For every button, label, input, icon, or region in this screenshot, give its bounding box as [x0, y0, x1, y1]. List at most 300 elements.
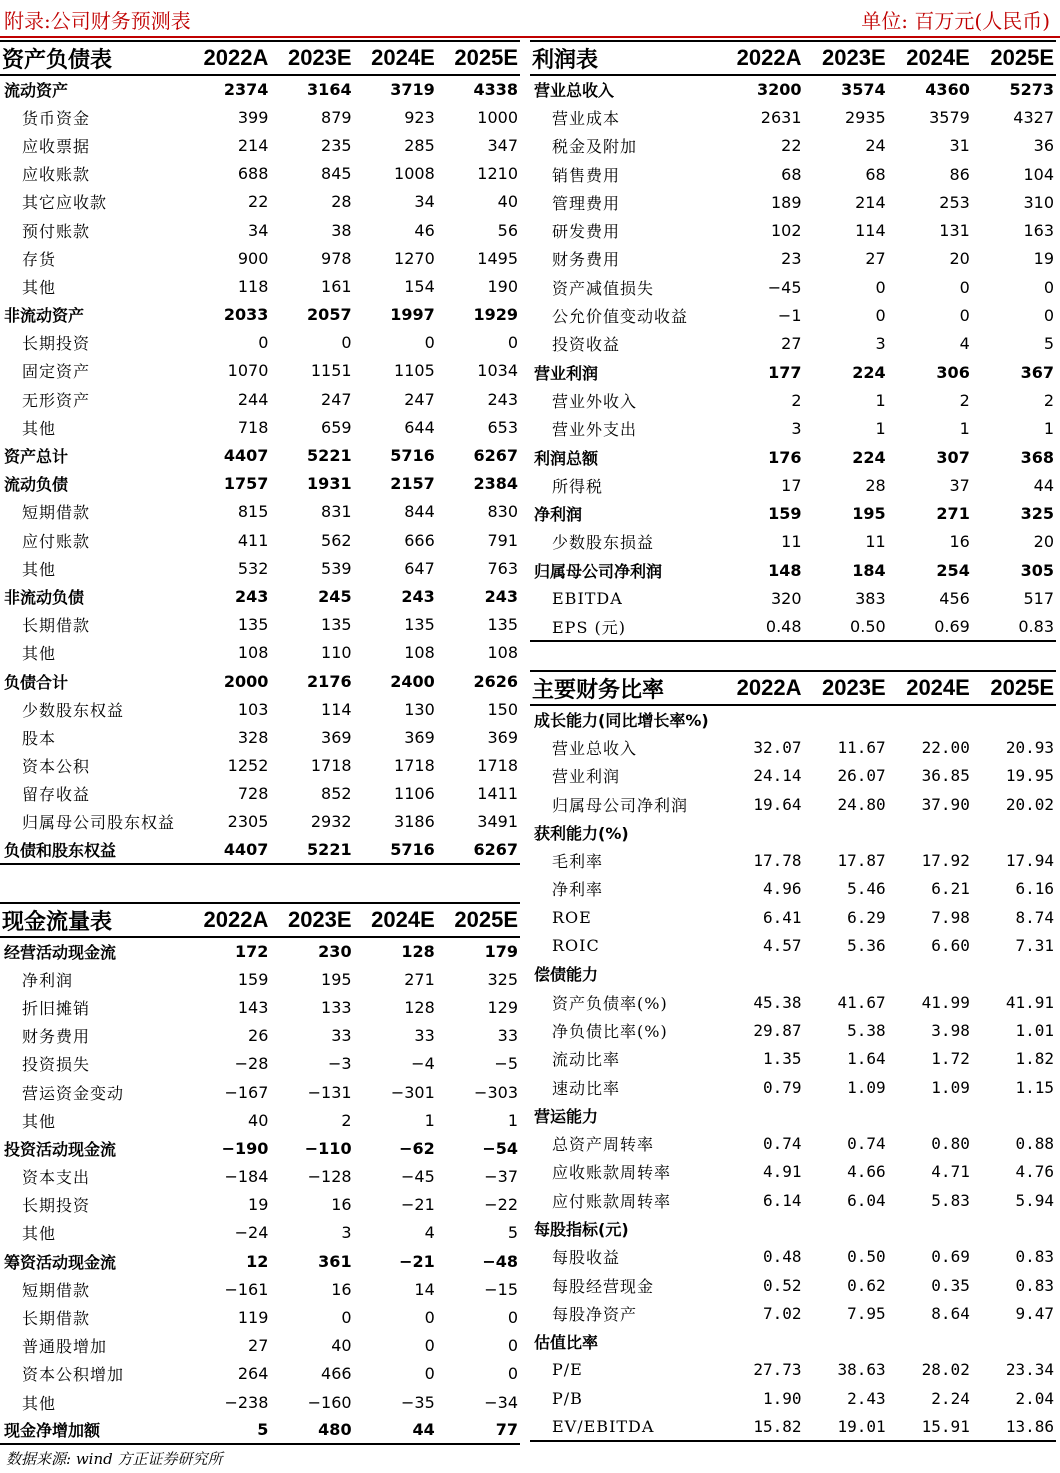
value-cell: 0.52 — [762, 1275, 802, 1295]
value-cell: 305 — [1020, 560, 1054, 580]
row-label: 总资产周转率 — [552, 1135, 655, 1155]
value-cell: 466 — [321, 1364, 352, 1384]
table-row — [530, 1384, 1056, 1412]
row-label: 资本公积 — [22, 757, 91, 777]
value-cell: 1.35 — [762, 1049, 802, 1069]
table-row — [530, 132, 1056, 160]
value-cell: 5.83 — [931, 1190, 970, 1210]
value-cell — [972, 705, 1056, 733]
row-label: 资产总计 — [4, 447, 69, 467]
cash-flow-panel — [0, 902, 520, 1445]
value-cell: 3579 — [929, 107, 970, 127]
table-header-row — [530, 41, 1056, 75]
value-cell: 325 — [1020, 504, 1054, 524]
value-cell: 243 — [401, 586, 435, 606]
value-cell: 0 — [1043, 306, 1054, 326]
value-cell: −22 — [484, 1195, 518, 1215]
table-row — [530, 160, 1056, 188]
value-cell: 16 — [331, 1195, 352, 1215]
row-label: 成长能力(同比增长率%) — [534, 711, 709, 731]
value-cell: 17 — [781, 475, 802, 495]
appendix-title: 附录:公司财务预测表 — [4, 9, 191, 33]
value-cell: 20 — [949, 249, 970, 269]
row-label: 折旧摊销 — [22, 998, 91, 1018]
value-cell: 666 — [404, 530, 435, 550]
value-cell: −167 — [224, 1082, 269, 1102]
value-cell: 2935 — [844, 107, 886, 127]
table-row — [0, 131, 520, 159]
value-cell: 17.94 — [1005, 851, 1054, 871]
value-cell — [719, 1214, 803, 1242]
value-cell: 1.09 — [847, 1077, 886, 1097]
value-cell: 235 — [321, 135, 352, 155]
value-cell: 40 — [248, 1110, 269, 1130]
value-cell: 831 — [321, 502, 352, 522]
value-cell: 2374 — [223, 80, 269, 100]
value-cell: 0.88 — [1015, 1134, 1054, 1154]
table-row — [530, 415, 1056, 443]
value-cell: 1151 — [310, 361, 352, 381]
value-cell — [888, 960, 972, 988]
value-cell: 119 — [237, 1308, 269, 1328]
table-row — [0, 1303, 520, 1331]
value-cell: 6.14 — [762, 1190, 802, 1210]
value-cell: 45.38 — [753, 992, 802, 1012]
value-cell: 135 — [237, 615, 269, 635]
value-cell: −1 — [777, 306, 802, 326]
value-cell: 36.85 — [921, 766, 970, 786]
table-row — [0, 385, 520, 413]
value-cell: 2033 — [223, 305, 269, 325]
value-cell: 264 — [237, 1364, 269, 1384]
table-row — [0, 1191, 520, 1219]
value-cell — [719, 705, 803, 733]
value-cell: −21 — [401, 1195, 435, 1215]
value-cell: 8.64 — [931, 1303, 970, 1323]
value-cell: 830 — [487, 502, 518, 522]
row-label: 营业外收入 — [552, 391, 638, 411]
row-label: 其他 — [22, 277, 57, 297]
value-cell: 310 — [1023, 192, 1054, 212]
value-cell: 1 — [959, 419, 970, 439]
value-cell: 1 — [1043, 419, 1054, 439]
row-label: 资本支出 — [22, 1168, 91, 1188]
row-label: 每股指标(元) — [534, 1219, 629, 1239]
table-row — [0, 808, 520, 836]
value-cell: 728 — [237, 784, 269, 804]
value-cell: 5 — [187, 1416, 270, 1444]
value-cell: 243 — [234, 586, 269, 606]
value-cell: 5.38 — [847, 1020, 886, 1040]
value-cell: 2.04 — [1015, 1388, 1054, 1408]
value-cell: 243 — [487, 389, 518, 409]
value-cell: 2057 — [307, 305, 352, 325]
table-row — [530, 330, 1056, 358]
value-cell: 0.48 — [762, 1247, 802, 1267]
row-label: 速动比率 — [552, 1078, 621, 1098]
value-cell: 131 — [939, 221, 970, 241]
value-cell: 539 — [321, 558, 352, 578]
row-label: 负债和股东权益 — [0, 836, 187, 864]
table-title: 现金流量表 — [0, 903, 187, 937]
year-header: 2022A — [187, 903, 270, 937]
value-cell: 36 — [1033, 136, 1054, 156]
value-cell: 46 — [414, 220, 435, 240]
row-label: 净利率 — [552, 880, 604, 900]
value-cell: 480 — [270, 1416, 353, 1444]
value-cell: 135 — [487, 615, 518, 635]
row-label: 偿债能力 — [534, 965, 599, 985]
value-cell: 14 — [414, 1279, 435, 1299]
value-cell: 243 — [484, 586, 518, 606]
value-cell: −184 — [224, 1167, 269, 1187]
value-cell: 214 — [237, 135, 269, 155]
value-cell: −62 — [399, 1138, 435, 1158]
value-cell: 815 — [237, 502, 269, 522]
row-label: 非流动资产 — [4, 306, 85, 326]
table-row — [530, 75, 1056, 103]
value-cell: 2 — [959, 390, 970, 410]
row-label: 归属母公司净利润 — [552, 795, 689, 815]
table-row — [530, 1186, 1056, 1214]
value-cell: −28 — [234, 1054, 269, 1074]
value-cell: 34 — [414, 192, 435, 212]
value-cell: 33 — [414, 1026, 435, 1046]
row-label: 其他 — [22, 418, 57, 438]
value-cell: 41.99 — [921, 992, 970, 1012]
value-cell: 245 — [318, 586, 352, 606]
value-cell: 1.64 — [847, 1049, 886, 1069]
value-cell: 2157 — [390, 474, 435, 494]
value-cell: 38 — [331, 220, 352, 240]
value-cell: 133 — [321, 997, 352, 1017]
value-cell: 1 — [507, 1110, 518, 1130]
value-cell: 28 — [331, 192, 352, 212]
value-cell: 517 — [1023, 588, 1054, 608]
row-label: 营业利润 — [552, 767, 621, 787]
row-label: 现金净增加额 — [0, 1416, 187, 1444]
value-cell: 1718 — [310, 756, 352, 776]
value-cell: 7.98 — [931, 907, 970, 927]
table-row — [0, 1078, 520, 1106]
value-cell: 1008 — [394, 164, 435, 184]
table-row — [0, 1163, 520, 1191]
table-title: 利润表 — [530, 41, 719, 75]
value-cell: 254 — [936, 560, 970, 580]
value-cell: 3 — [341, 1223, 352, 1243]
value-cell: 26.07 — [837, 766, 886, 786]
value-cell: 2 — [341, 1110, 352, 1130]
row-label: 应付账款周转率 — [552, 1191, 672, 1211]
value-cell: 763 — [487, 558, 518, 578]
value-cell: 4360 — [925, 80, 970, 100]
table-row — [0, 301, 520, 329]
table-row — [530, 443, 1056, 471]
table-row — [0, 1360, 520, 1388]
value-cell: 0 — [341, 333, 352, 353]
value-cell: 108 — [237, 643, 269, 663]
row-label: 毛利率 — [552, 852, 604, 872]
table-row — [530, 1299, 1056, 1327]
value-cell: 978 — [321, 248, 352, 268]
value-cell: 24 — [865, 136, 886, 156]
value-cell: 5273 — [1009, 80, 1054, 100]
value-cell: 1.15 — [1015, 1077, 1054, 1097]
table-row — [0, 526, 520, 554]
value-cell: 1.01 — [1015, 1020, 1054, 1040]
value-cell: −303 — [474, 1082, 518, 1102]
row-label: 少数股东权益 — [22, 700, 125, 720]
table-header-row — [0, 41, 520, 75]
row-label: 长期借款 — [22, 616, 91, 636]
value-cell: 4.57 — [762, 936, 802, 956]
row-label: 固定资产 — [22, 362, 91, 382]
value-cell: 0.69 — [888, 613, 972, 641]
row-label: 其他 — [22, 1393, 57, 1413]
value-cell: 6.16 — [1015, 879, 1054, 899]
row-label: 资本公积增加 — [22, 1365, 125, 1385]
table-row — [0, 1332, 520, 1360]
value-cell: 20.02 — [1005, 794, 1054, 814]
year-header: 2023E — [804, 671, 888, 705]
value-cell: 1 — [875, 419, 886, 439]
value-cell: 1.72 — [931, 1049, 970, 1069]
value-cell — [804, 818, 888, 846]
table-row — [0, 639, 520, 667]
value-cell: 28.02 — [921, 1360, 970, 1380]
value-cell: 40 — [331, 1336, 352, 1356]
value-cell — [804, 960, 888, 988]
value-cell: 647 — [404, 558, 435, 578]
value-cell: −160 — [307, 1392, 352, 1412]
value-cell: 0.50 — [804, 613, 888, 641]
table-row — [530, 762, 1056, 790]
value-cell: 24.14 — [753, 766, 802, 786]
value-cell: 1757 — [223, 474, 269, 494]
value-cell: 562 — [321, 530, 352, 550]
row-label: 营业成本 — [552, 108, 621, 128]
income-statement-panel — [530, 40, 1056, 642]
value-cell: 16 — [331, 1279, 352, 1299]
table-row — [530, 584, 1056, 612]
table-row — [530, 1214, 1056, 1242]
value-cell: 68 — [781, 164, 802, 184]
row-label: 净负债比率(%) — [552, 1021, 668, 1041]
row-label: 应收账款周转率 — [552, 1163, 672, 1183]
table-row — [0, 965, 520, 993]
value-cell — [888, 1214, 972, 1242]
value-cell: 172 — [234, 942, 269, 962]
year-header: 2023E — [270, 903, 353, 937]
value-cell: 4.91 — [762, 1162, 802, 1182]
value-cell: 104 — [1023, 164, 1054, 184]
row-label: 短期借款 — [22, 503, 91, 523]
value-cell: 347 — [487, 135, 518, 155]
value-cell: 163 — [1023, 221, 1054, 241]
value-cell: 0 — [341, 1308, 352, 1328]
row-label: 短期借款 — [22, 1280, 91, 1300]
value-cell: 195 — [321, 969, 352, 989]
table-header-row — [0, 903, 520, 937]
value-cell: 4 — [959, 334, 970, 354]
value-cell — [888, 1101, 972, 1129]
value-cell: 3 — [791, 419, 802, 439]
value-cell: −238 — [224, 1392, 269, 1412]
value-cell: 0 — [507, 333, 518, 353]
value-cell: 22 — [781, 136, 802, 156]
value-cell: 7.95 — [847, 1303, 886, 1323]
value-cell: 5716 — [390, 446, 435, 466]
table-row — [0, 1275, 520, 1303]
row-label: 归属母公司净利润 — [534, 561, 663, 581]
value-cell: 0 — [507, 1364, 518, 1384]
value-cell — [972, 1214, 1056, 1242]
row-label: 营业总收入 — [552, 738, 638, 758]
table-row — [0, 441, 520, 469]
value-cell: 325 — [487, 969, 518, 989]
table-row — [0, 216, 520, 244]
value-cell: 0.80 — [931, 1134, 970, 1154]
value-cell: 0.74 — [847, 1134, 886, 1154]
value-cell: 923 — [404, 107, 435, 127]
value-cell: 3200 — [756, 80, 802, 100]
value-cell — [719, 1328, 803, 1356]
value-cell — [972, 1101, 1056, 1129]
table-row — [530, 386, 1056, 414]
row-label: 其它应收款 — [22, 193, 108, 213]
value-cell: 44 — [354, 1416, 437, 1444]
table-row — [0, 272, 520, 300]
value-cell: 718 — [237, 417, 269, 437]
value-cell: 0 — [424, 1364, 435, 1384]
value-cell: 103 — [237, 699, 269, 719]
value-cell: −35 — [401, 1392, 435, 1412]
value-cell: 5221 — [270, 836, 353, 864]
value-cell: 86 — [949, 164, 970, 184]
value-cell: 1411 — [477, 784, 518, 804]
table-row — [0, 1134, 520, 1162]
row-label: 资产减值损失 — [552, 278, 655, 298]
value-cell: −54 — [482, 1138, 518, 1158]
row-label: 营业总收入 — [534, 81, 615, 101]
value-cell: 16 — [949, 532, 970, 552]
value-cell: 19 — [248, 1195, 269, 1215]
value-cell: 15.91 — [888, 1412, 972, 1440]
value-cell: 1.09 — [931, 1077, 970, 1097]
value-cell: 28 — [865, 475, 886, 495]
value-cell: 0.74 — [762, 1134, 802, 1154]
value-cell: 2932 — [310, 812, 352, 832]
value-cell: 41.91 — [1005, 992, 1054, 1012]
row-label: 留存收益 — [22, 785, 91, 805]
value-cell: 900 — [237, 248, 269, 268]
table-row — [0, 413, 520, 441]
report-header — [0, 0, 1060, 38]
value-cell — [804, 1328, 888, 1356]
year-header: 2022A — [187, 41, 270, 75]
value-cell: 0 — [507, 1336, 518, 1356]
cash-flow-table — [0, 902, 520, 1445]
value-cell: 6267 — [473, 446, 518, 466]
value-cell: −128 — [307, 1167, 352, 1187]
value-cell: 6.41 — [762, 907, 802, 927]
table-row — [530, 301, 1056, 329]
value-cell: 0 — [875, 306, 886, 326]
value-cell: 19.95 — [1005, 766, 1054, 786]
value-cell: 0 — [875, 277, 886, 297]
row-label: P/B — [552, 1388, 583, 1408]
balance-sheet-table — [0, 40, 520, 865]
row-label: 普通股增加 — [22, 1337, 108, 1357]
value-cell: 189 — [770, 192, 802, 212]
value-cell: 118 — [237, 276, 269, 296]
value-cell: 31 — [949, 136, 970, 156]
value-cell: 29.87 — [753, 1020, 802, 1040]
table-row — [530, 931, 1056, 959]
value-cell: 5716 — [354, 836, 437, 864]
table-row — [530, 818, 1056, 846]
value-cell: 135 — [404, 615, 435, 635]
value-cell: −24 — [234, 1223, 269, 1243]
value-cell: 0.79 — [762, 1077, 802, 1097]
value-cell: 0.50 — [847, 1247, 886, 1267]
table-row — [0, 723, 520, 751]
value-cell: 1997 — [390, 305, 435, 325]
value-cell: 26 — [248, 1026, 269, 1046]
table-row — [0, 611, 520, 639]
table-row — [530, 960, 1056, 988]
table-row — [0, 1388, 520, 1416]
row-label: 长期投资 — [22, 1196, 91, 1216]
value-cell: 143 — [237, 997, 269, 1017]
value-cell: 791 — [487, 530, 518, 550]
table-row — [0, 1219, 520, 1247]
table-title: 主要财务比率 — [530, 671, 719, 705]
value-cell: 3 — [875, 334, 886, 354]
table-row — [530, 1243, 1056, 1271]
value-cell: 7.31 — [1015, 936, 1054, 956]
value-cell: 114 — [321, 699, 352, 719]
table-title: 资产负债表 — [0, 41, 187, 75]
row-label: 净利润 — [534, 505, 583, 525]
financial-ratios-panel — [530, 670, 1056, 1442]
value-cell: 3.98 — [931, 1020, 970, 1040]
value-cell: 108 — [487, 643, 518, 663]
value-cell: 77 — [437, 1416, 520, 1444]
unit-label: 单位: 百万元(人民币) — [861, 9, 1050, 33]
value-cell: 5.94 — [1015, 1190, 1054, 1210]
row-label: 长期借款 — [22, 1309, 91, 1329]
row-label: 财务费用 — [22, 1027, 91, 1047]
value-cell: 33 — [331, 1026, 352, 1046]
value-cell: 148 — [768, 560, 802, 580]
value-cell: 0.83 — [1015, 1275, 1054, 1295]
table-row — [0, 836, 520, 864]
value-cell: 2.24 — [931, 1388, 970, 1408]
value-cell: 2 — [1043, 390, 1054, 410]
value-cell: 224 — [852, 362, 886, 382]
value-cell: 7.02 — [762, 1303, 802, 1323]
value-cell: 230 — [318, 942, 352, 962]
row-label: 股本 — [22, 728, 57, 748]
table-row — [0, 498, 520, 526]
table-row — [530, 245, 1056, 273]
row-label: 公允价值变动收益 — [552, 307, 689, 327]
row-label: 税金及附加 — [552, 137, 638, 157]
row-label: 筹资活动现金流 — [4, 1252, 117, 1272]
value-cell: 253 — [939, 192, 970, 212]
value-cell: 23.34 — [1005, 1360, 1054, 1380]
